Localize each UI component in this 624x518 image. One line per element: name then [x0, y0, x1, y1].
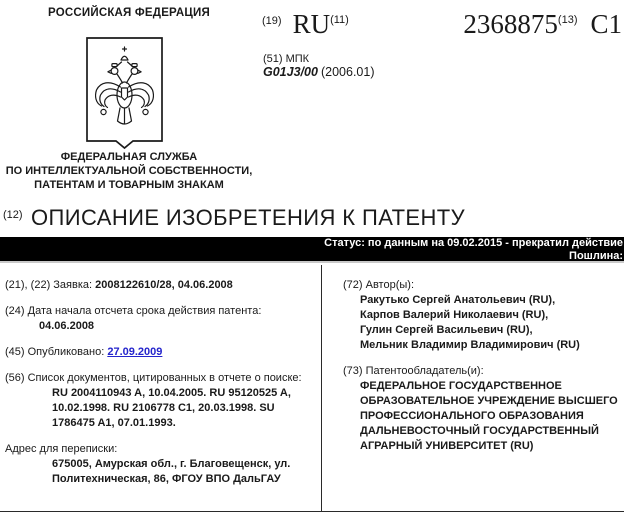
address-label: Адрес для переписки: — [5, 443, 118, 455]
authors-list — [343, 293, 620, 353]
application-row — [5, 278, 313, 293]
country-name: РОССИЙСКАЯ ФЕДЕРАЦИЯ — [48, 7, 210, 19]
published-label: (45) Опубликовано: — [5, 346, 105, 358]
citations-value: RU 2004110943 A, 10.04.2005. RU 95120525 A, 10.02.1998. RU 2106778 C1, 20.03.1998. SU 1786475 A1, 07.01.1993. — [52, 387, 291, 429]
author-item: Мельник Владимир Владимирович (RU) — [360, 339, 580, 351]
correspondence-address-row — [5, 442, 313, 487]
inid-19: (19) — [262, 15, 282, 27]
agency-name — [0, 150, 258, 192]
fee-line: Пошлина: — [569, 250, 623, 262]
author-item: Гулин Сергей Васильевич (RU), — [360, 324, 533, 336]
document-title — [3, 205, 465, 231]
patent-holder-label: (73) Патентообладатель(и): — [343, 365, 484, 377]
coat-of-arms — [86, 37, 163, 150]
citations-label: (56) Список документов, цитированных в отчете о поиске: — [5, 372, 302, 384]
patent-holder-value: ФЕДЕРАЛЬНОЕ ГОСУДАРСТВЕННОЕ ОБРАЗОВАТЕЛЬНОЕ УЧРЕЖДЕНИЕ ВЫСШЕГО ПРОФЕССИОНАЛЬНОГО ОБРАЗОВАНИЯ ДАЛЬНЕВОСТОЧНЫЙ ГОСУДАРСТВЕННЫЙ АГРАРНЫЙ УНИВЕРСИТЕТ (RU) — [360, 380, 618, 452]
start-date-row — [5, 304, 313, 334]
kind-code: C1 — [590, 9, 622, 39]
status-bar — [0, 237, 624, 263]
ipc-code: G01J3/00 — [263, 65, 318, 79]
application-value: 2008122610/28, 04.06.2008 — [95, 279, 233, 291]
author-item: Ракутько Сергей Анатольевич (RU), — [360, 294, 556, 306]
document-title-text: ОПИСАНИЕ ИЗОБРЕТЕНИЯ К ПАТЕНТУ — [31, 205, 465, 230]
published-row — [5, 345, 313, 360]
citations-row — [5, 371, 313, 431]
start-date-label: (24) Дата начала отсчета срока действия патента: — [5, 305, 262, 317]
publication-number: 2368875 — [463, 9, 558, 39]
author-item: Карпов Валерий Николаевич (RU), — [360, 309, 549, 321]
inid-12: (12) — [3, 209, 23, 221]
published-date-link[interactable]: 27.09.2009 — [107, 346, 163, 358]
country-code: RU — [292, 9, 331, 39]
start-date-value: 04.06.2008 — [39, 320, 95, 332]
ipc-block — [263, 53, 375, 80]
bibliographic-table — [0, 265, 624, 512]
double-headed-eagle-icon — [86, 37, 163, 150]
inid-11: (11) — [330, 14, 349, 26]
left-column — [0, 265, 322, 511]
country-code-block — [262, 10, 349, 38]
agency-line-3: ПАТЕНТАМ И ТОВАРНЫМ ЗНАКАМ — [34, 179, 224, 191]
right-column — [322, 265, 624, 511]
agency-line-1: ФЕДЕРАЛЬНАЯ СЛУЖБА — [60, 151, 198, 163]
agency-line-2: ПО ИНТЕЛЛЕКТУАЛЬНОЙ СОБСТВЕННОСТИ, — [5, 165, 253, 177]
address-value: 675005, Амурская обл., г. Благовещенск, ул. Политехническая, 86, ФГОУ ВПО ДальГАУ — [52, 458, 291, 485]
status-line: Статус: по данным на 09.02.2015 - прекратил действие — [324, 237, 623, 249]
inid-13: (13) — [557, 14, 578, 26]
authors-label: (72) Автор(ы): — [343, 279, 414, 291]
application-label: (21), (22) Заявка: — [5, 279, 93, 291]
ipc-version: (2006.01) — [320, 65, 375, 79]
ipc-label: (51) МПК — [263, 53, 310, 65]
publication-number-block — [463, 10, 622, 38]
